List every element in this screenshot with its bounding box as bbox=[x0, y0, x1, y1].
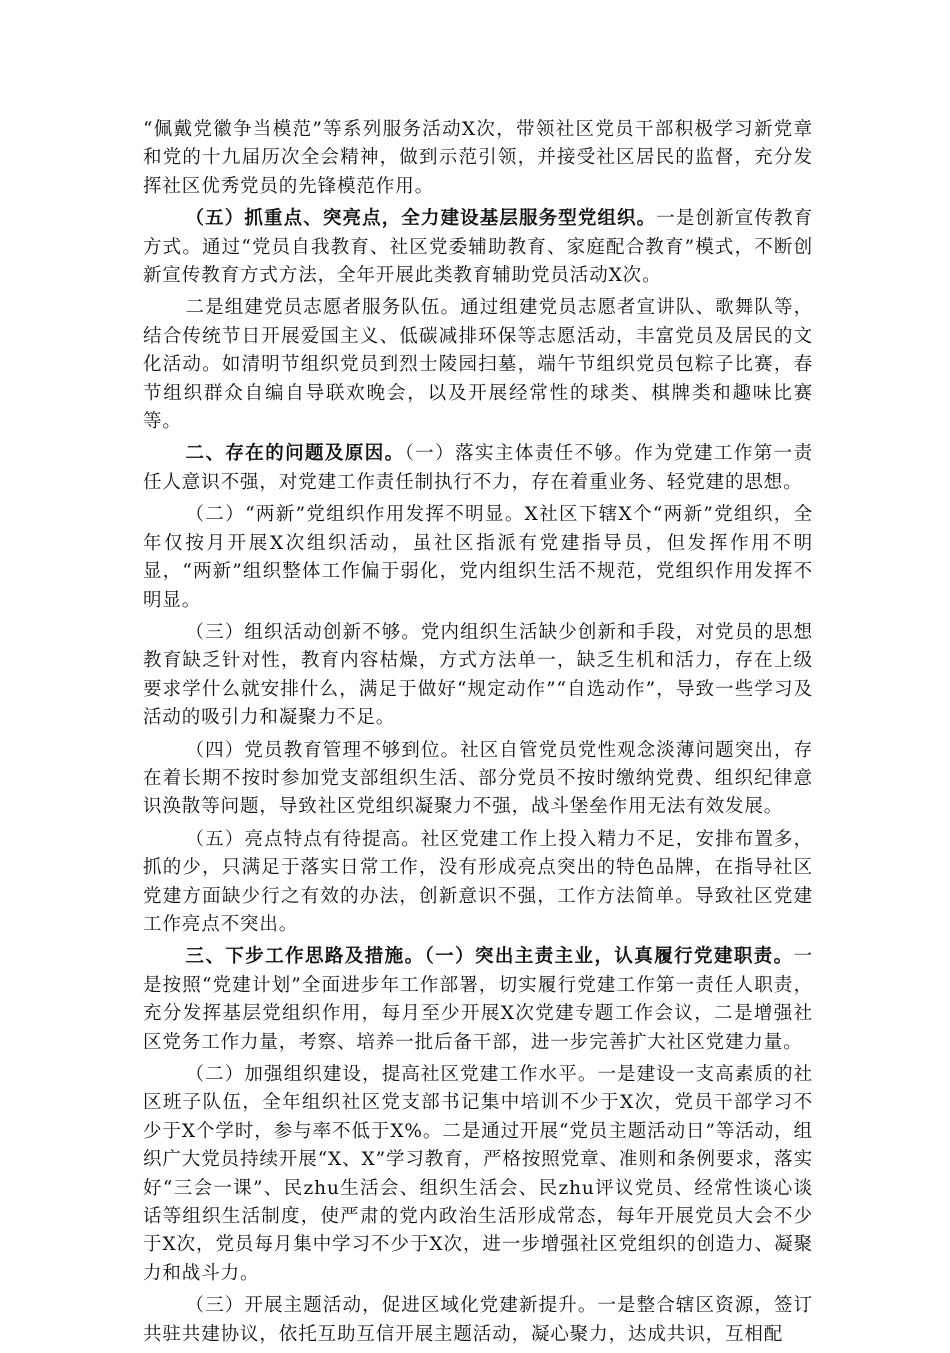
paragraph-9 bbox=[143, 943, 813, 1057]
paragraph-7-text: （四）党员教育管理不够到位。社区自管党员党性观念淡薄问题突出，存在着长期不按时参加党支部组织生活、部分党员不按时缴纳党费、组织纪律意识涣散等问题，导致社区党组织凝聚力不强，战斗堡垒作用无法有效发展。 bbox=[143, 739, 813, 818]
paragraph-7 bbox=[143, 737, 813, 822]
paragraph-10-text: （二）加强组织建设，提高社区党建工作水平。一是建设一支高素质的社区班子队伍，全年组织社区党支部书记集中培训不少于X次，党员干部学习不少于X个学时，参与率不低于X%。二是通过开展“党员主题活动日”等活动，组织广大党员持续开展“X、X”学习教育，严格按照党章、准则和条例要求，落实好“三会一课”、民zhu生活会、组织生活会、民zhu评议党员、经常性谈心谈话等组织生活制度，使严肃的党内政治生活形成常态，每年开展党员大会不少于X次，党员每月集中学习不少于X次，进一步增强社区党组织的创造力、凝聚力和战斗力。 bbox=[143, 1064, 813, 1284]
document-body bbox=[143, 116, 813, 1353]
paragraph-9-heading: 三、下步工作思路及措施。（一）突出主责主业，认真履行党建职责。 bbox=[185, 946, 794, 968]
paragraph-3-text: 二是组建党员志愿者服务队伍。通过组建党员志愿者宣讲队、歌舞队等，结合传统节日开展爱国主义、低碳减排环保等志愿活动，丰富党员及居民的文化活动。如清明节组织党员到烈士陵园扫墓，端午节组织党员包粽子比赛，春节组织群众自编自导联欢晚会，以及开展经常性的球类、棋牌类和趣味比赛等。 bbox=[143, 297, 813, 433]
paragraph-9-text: 一是按照“党建计划”全面进步年工作部署，切实履行党建工作第一责任人职责，充分发挥基层党组织作用，每月至少开展X次党建专题工作会议，二是增强社区党务工作力量，考察、培养一批后备干部，进一步完善扩大社区党建力量。 bbox=[143, 946, 813, 1053]
paragraph-4-text: （一）落实主体责任不够。作为党建工作第一责任人意识不强，对党建工作责任制执行不力，存在着重业务、轻党建的思想。 bbox=[143, 443, 813, 493]
paragraph-5 bbox=[143, 501, 813, 615]
paragraph-11 bbox=[143, 1292, 813, 1349]
paragraph-5-text: （二）“两新”党组织作用发挥不明显。X社区下辖X个“两新”党组织，全年仅按月开展X次组织活动，虽社区指派有党建指导员，但发挥作用不明显，“两新”组织整体工作偏于弱化，党内组织生活不规范，党组织作用发挥不明显。 bbox=[143, 504, 813, 611]
paragraph-10 bbox=[143, 1061, 813, 1288]
paragraph-6 bbox=[143, 619, 813, 733]
paragraph-4-heading: 二、存在的问题及原因。 bbox=[185, 443, 405, 465]
paragraph-8-text: （五）亮点特点有待提高。社区党建工作上投入精力不足，安排布置多，抓的少，只满足于落实日常工作，没有形成亮点突出的特色品牌，在指导社区党建方面缺少行之有效的办法，创新意识不强，工作方法简单。导致社区党建工作亮点不突出。 bbox=[143, 828, 813, 935]
paragraph-8 bbox=[143, 826, 813, 940]
paragraph-2-text: 一是创新宣传教育方式。通过“党员自我教育、社区党委辅助教育、家庭配合教育”模式，不断创新宣传教育方式方法，全年开展此类教育辅助党员活动X次。 bbox=[143, 208, 813, 287]
paragraph-2-heading: （五）抓重点、突亮点，全力建设基层服务型党组织。 bbox=[185, 208, 657, 230]
paragraph-4 bbox=[143, 440, 813, 497]
paragraph-6-text: （三）组织活动创新不够。党内组织生活缺少创新和手段，对党员的思想教育缺乏针对性，教育内容枯燥，方式方法单一，缺乏生机和活力，存在上级要求学什么就安排什么，满足于做好“规定动作”“自选动作”，导致一些学习及活动的吸引力和凝聚力不足。 bbox=[143, 621, 813, 729]
paragraph-11-text: （三）开展主题活动，促进区域化党建新提升。一是整合辖区资源，签订共驻共建协议，依托互助互信开展主题活动，凝心聚力，达成共识，互相配 bbox=[143, 1295, 813, 1345]
paragraph-2 bbox=[143, 205, 813, 290]
paragraph-1 bbox=[143, 116, 813, 201]
paragraph-1-text: “佩戴党徽争当模范”等系列服务活动X次，带领社区党员干部积极学习新党章和党的十九届历次全会精神，做到示范引领，并接受社区居民的监督，充分发挥社区优秀党员的先锋模范作用。 bbox=[143, 119, 813, 197]
paragraph-3 bbox=[143, 294, 813, 436]
